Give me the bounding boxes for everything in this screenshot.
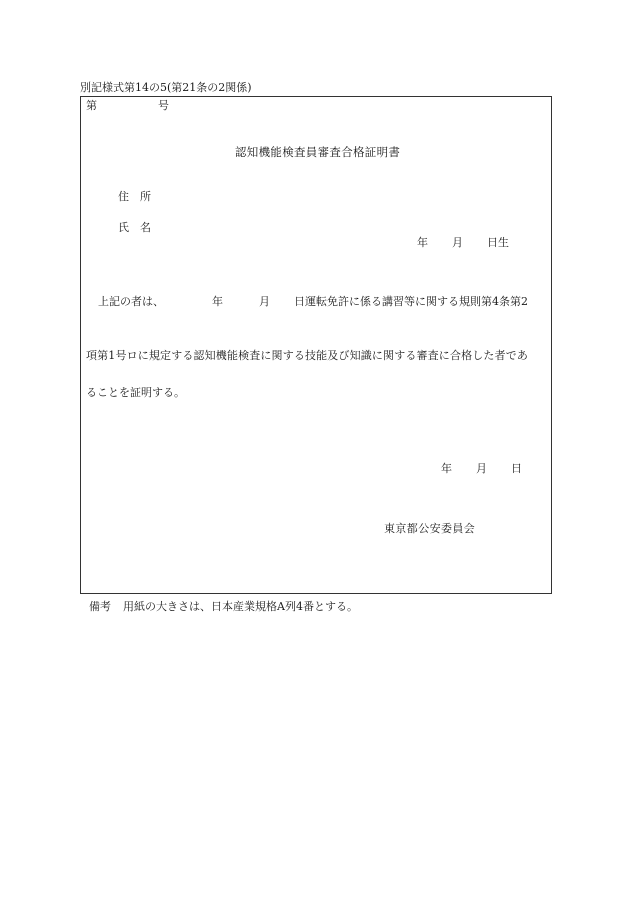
birth-year: 年 (417, 236, 428, 249)
body-line-2: 項第1号ロに規定する認知機能検査に関する技能及び知識に関する審査に合格した者であ (86, 349, 528, 362)
issuer: 東京都公安委員会 (384, 522, 476, 535)
form-header: 別記様式第14の5(第21条の2関係) (80, 81, 252, 94)
issue-date (441, 463, 522, 474)
certificate-frame (80, 96, 552, 594)
body-year: 年 (212, 295, 223, 308)
certificate-title: 認知機能検査員審査合格証明書 (235, 145, 401, 159)
issue-month: 月 (476, 462, 487, 475)
address-label: 住所 (118, 190, 162, 203)
birth-date (417, 237, 509, 248)
body-line-1-start: 上記の者は、 (98, 295, 164, 308)
name-label: 氏名 (118, 221, 162, 234)
birth-day: 日生 (487, 236, 509, 249)
body-line-1 (98, 296, 528, 307)
number-suffix: 号 (158, 99, 169, 112)
body-line-1-end: 日運転免許に係る講習等に関する規則第4条第2 (294, 295, 528, 308)
remark-text: 用紙の大きさは、日本産業規格A列4番とする。 (123, 600, 358, 613)
body-line-3: ることを証明する。 (86, 386, 185, 399)
issue-year: 年 (441, 462, 452, 475)
remark (89, 601, 358, 612)
number-prefix: 第 (86, 99, 97, 112)
remark-label: 備考 (89, 600, 111, 613)
issue-day: 日 (511, 462, 522, 475)
body-month: 月 (259, 295, 270, 308)
birth-month: 月 (452, 236, 463, 249)
